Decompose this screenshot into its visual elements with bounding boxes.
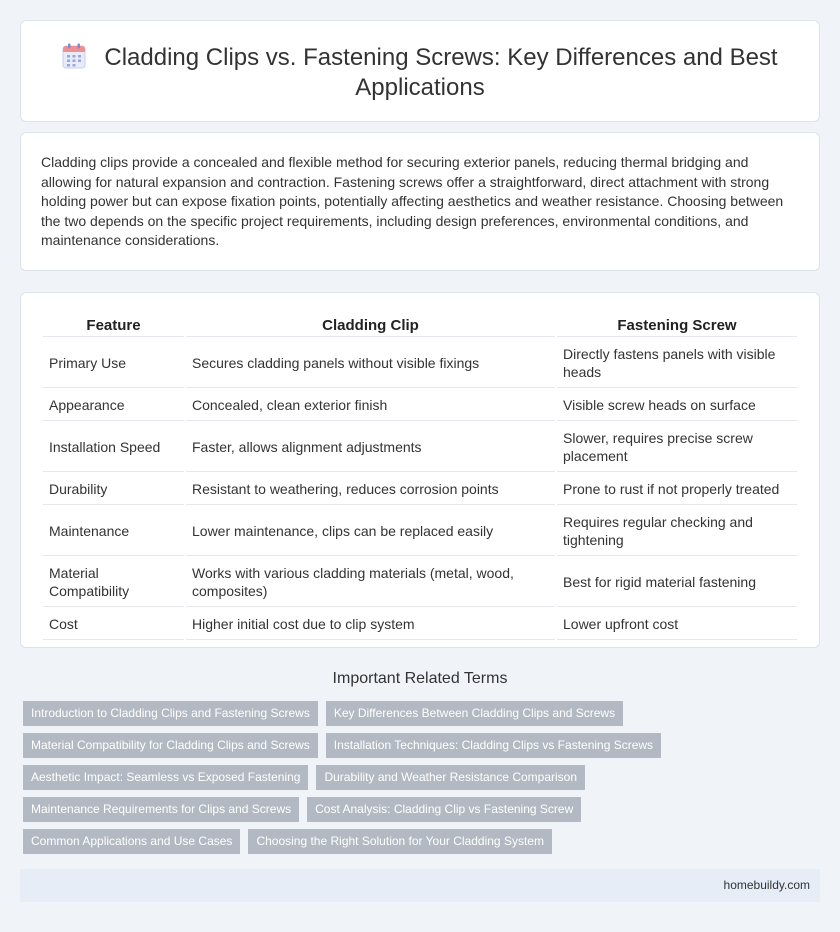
table-header-row [43, 315, 797, 337]
related-term-tag[interactable]: Aesthetic Impact: Seamless vs Exposed Fastening [23, 765, 308, 790]
header-feature: Feature [43, 315, 184, 337]
table-row [43, 609, 797, 640]
page-title-container [21, 43, 819, 103]
cell-feature: Maintenance [43, 507, 184, 556]
cell-cladding-clip: Faster, allows alignment adjustments [186, 423, 555, 472]
table-row [43, 474, 797, 505]
calendar-icon [62, 43, 86, 69]
cell-feature: Material Compatibility [43, 558, 184, 607]
table-row [43, 423, 797, 472]
cell-fastening-screw: Best for rigid material fastening [557, 558, 797, 607]
footer-site[interactable]: homebuildy.com [723, 878, 810, 892]
table-row [43, 507, 797, 556]
cell-cladding-clip: Secures cladding panels without visible fixings [186, 339, 555, 388]
related-term-tag[interactable]: Maintenance Requirements for Clips and Screws [23, 797, 299, 822]
page-title: Cladding Clips vs. Fastening Screws: Key Differences and Best Applications [104, 44, 778, 101]
table-row [43, 390, 797, 421]
cell-feature: Durability [43, 474, 184, 505]
cell-feature: Primary Use [43, 339, 184, 388]
cell-feature: Installation Speed [43, 423, 184, 472]
comparison-table [41, 313, 799, 642]
related-term-tag[interactable]: Common Applications and Use Cases [23, 829, 240, 854]
related-terms-tags [23, 701, 813, 861]
cell-cladding-clip: Resistant to weathering, reduces corrosion points [186, 474, 555, 505]
cell-fastening-screw: Directly fastens panels with visible heads [557, 339, 797, 388]
related-term-tag[interactable]: Choosing the Right Solution for Your Cladding System [248, 829, 552, 854]
cell-fastening-screw: Requires regular checking and tightening [557, 507, 797, 556]
comparison-table-card [20, 292, 820, 648]
related-term-tag[interactable]: Key Differences Between Cladding Clips and Screws [326, 701, 623, 726]
related-term-tag[interactable]: Material Compatibility for Cladding Clips and Screws [23, 733, 318, 758]
related-terms-heading: Important Related Terms [332, 670, 508, 687]
cell-feature: Cost [43, 609, 184, 640]
related-term-tag[interactable]: Cost Analysis: Cladding Clip vs Fastening Screw [307, 797, 581, 822]
footer [20, 869, 820, 902]
cell-cladding-clip: Concealed, clean exterior finish [186, 390, 555, 421]
title-card [20, 20, 820, 122]
related-term-tag[interactable]: Durability and Weather Resistance Comparison [316, 765, 585, 790]
intro-card [20, 132, 820, 271]
cell-fastening-screw: Slower, requires precise screw placement [557, 423, 797, 472]
intro-paragraph: Cladding clips provide a concealed and flexible method for securing exterior panels, reducing thermal bridging and allowing for natural expansion and contraction. Fastening screws offer a straightforward, direct attachment with strong holding power but can expose fixation points, potentially affecting aesthetics and weather resistance. Choosing between the two depends on the specific project requirements, including design preferences, environmental conditions, and maintenance considerations. [41, 154, 784, 249]
related-term-tag[interactable]: Introduction to Cladding Clips and Fastening Screws [23, 701, 318, 726]
table-row [43, 558, 797, 607]
cell-cladding-clip: Lower maintenance, clips can be replaced easily [186, 507, 555, 556]
related-term-tag[interactable]: Installation Techniques: Cladding Clips vs Fastening Screws [326, 733, 661, 758]
table-row [43, 339, 797, 388]
cell-feature: Appearance [43, 390, 184, 421]
cell-cladding-clip: Higher initial cost due to clip system [186, 609, 555, 640]
cell-fastening-screw: Lower upfront cost [557, 609, 797, 640]
header-cladding-clip: Cladding Clip [186, 315, 555, 337]
header-fastening-screw: Fastening Screw [557, 315, 797, 337]
cell-fastening-screw: Prone to rust if not properly treated [557, 474, 797, 505]
cell-cladding-clip: Works with various cladding materials (metal, wood, composites) [186, 558, 555, 607]
cell-fastening-screw: Visible screw heads on surface [557, 390, 797, 421]
